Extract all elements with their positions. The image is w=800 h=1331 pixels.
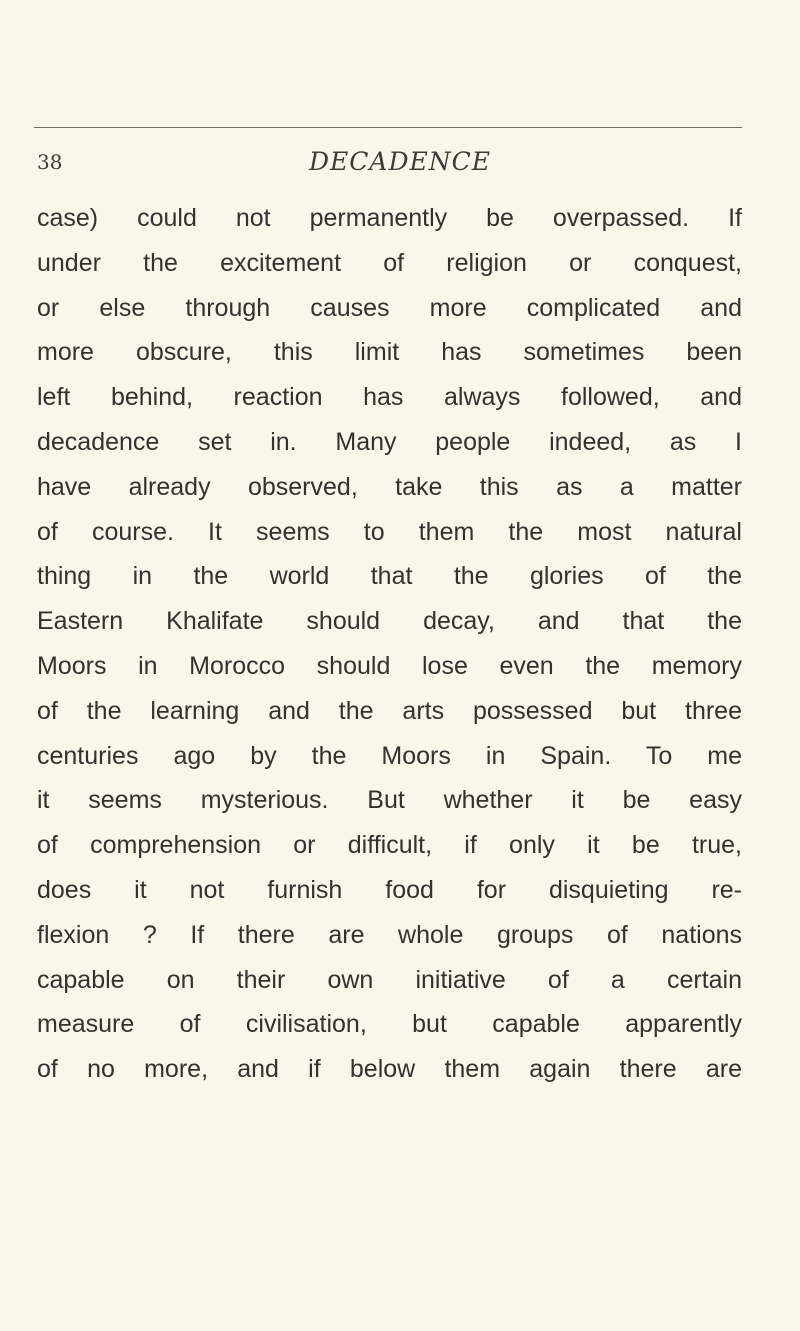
text-line: of comprehension or difficult, if only it be true, (37, 831, 742, 860)
text-line: case) could not permanently be overpassed. If (37, 204, 742, 232)
page-number: 38 (37, 150, 63, 174)
text-line: decadence set in. Many people indeed, as I (37, 427, 742, 456)
text-line: of no more, and if below them again there are (37, 1055, 742, 1084)
text-line: centuries ago by the Moors in Spain. To me (37, 741, 742, 770)
text-line: flexion ? If there are whole groups of nations (37, 920, 742, 949)
running-head: DECADENCE (308, 147, 492, 176)
text-line: Moors in Morocco should lose even the memory (37, 651, 742, 680)
text-line: or else through causes more complicated and (37, 293, 742, 322)
text-line: of course. It seems to them the most natural (37, 517, 742, 546)
text-line: it seems mysterious. But whether it be easy (37, 786, 742, 815)
text-line: under the excitement of religion or conquest, (37, 248, 742, 277)
text-line: Eastern Khalifate should decay, and that the (37, 607, 742, 636)
text-line: measure of civilisation, but capable apparently (37, 1010, 742, 1039)
text-line: left behind, reaction has always followed, and (37, 383, 742, 412)
body-text (37, 196, 742, 1092)
text-line: have already observed, take this as a matter (37, 472, 742, 501)
text-line: capable on their own initiative of a certain (37, 965, 742, 994)
header-rule (34, 127, 742, 128)
text-line: thing in the world that the glories of the (37, 562, 742, 591)
text-line: does it not furnish food for disquieting re- (37, 875, 742, 904)
text-line: of the learning and the arts possessed but three (37, 696, 742, 725)
text-line: more obscure, this limit has sometimes been (37, 338, 742, 367)
